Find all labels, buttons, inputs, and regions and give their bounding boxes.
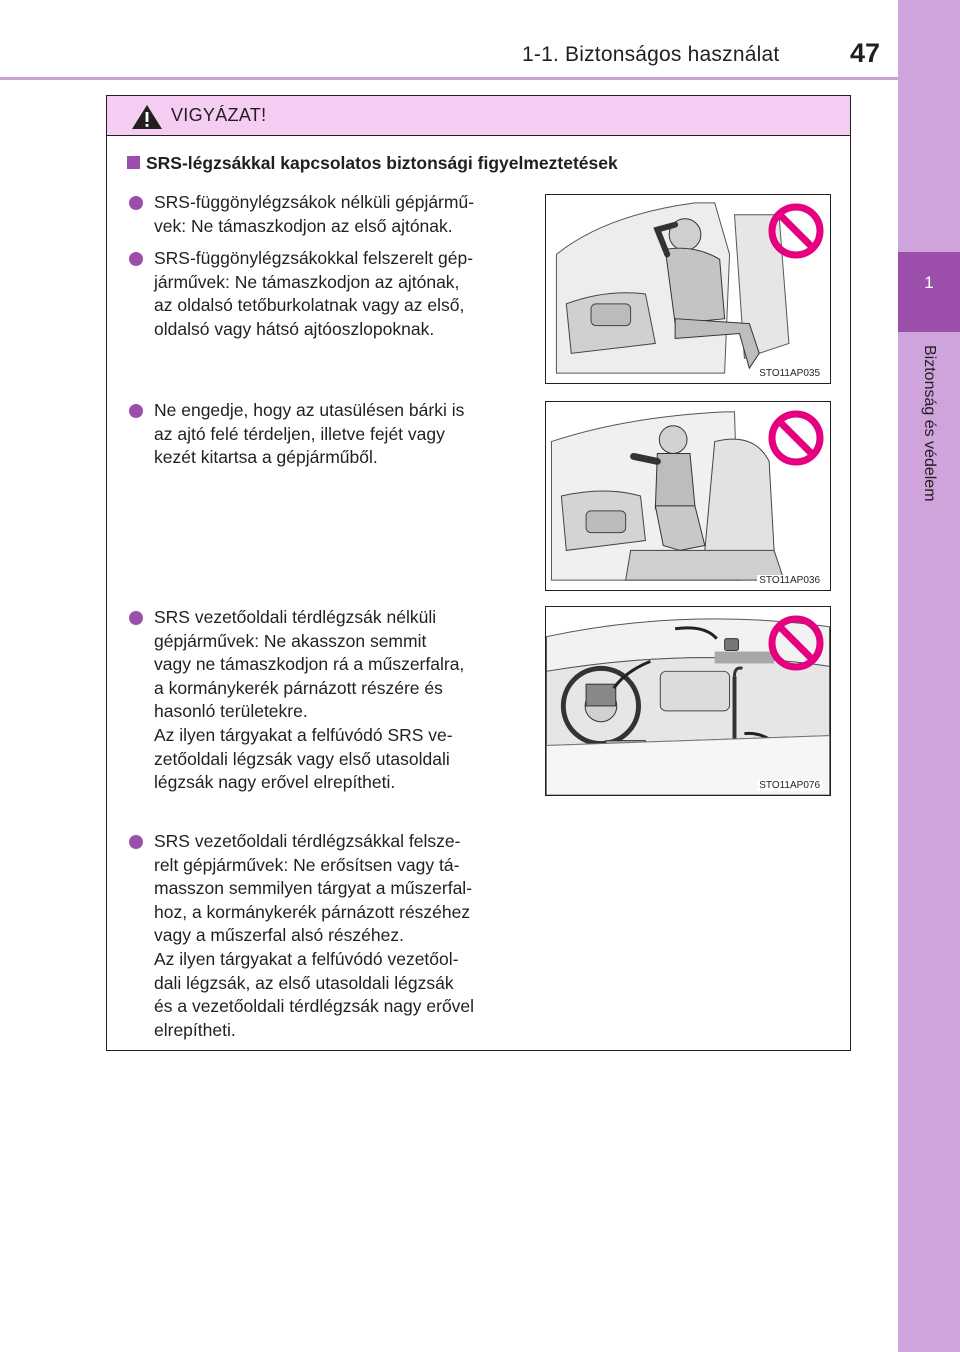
figure-code: STO11AP076	[759, 780, 820, 791]
section-heading-text: SRS-légzsákkal kapcsolatos biztonsági figyelmeztetések	[146, 153, 618, 173]
bullet-text: SRS vezetőoldali térdlégzsák nélküli gépjárművek: Ne akasszon semmit vagy ne támaszkodjon rá a műszerfalra, a kormánykerék párnázott részére és hasonló területekre. Az ilyen tárgyakat a felfúvódó SRS ve- zetőoldali légzsák vagy első utasoldali légzsák nagy erővel elrepítheti.	[154, 607, 465, 793]
bullet-item	[129, 606, 529, 795]
chapter-number: 1	[924, 273, 934, 292]
figure-code: STO11AP036	[759, 575, 820, 586]
warning-box	[106, 95, 851, 1051]
bullet-dot-icon	[129, 404, 143, 418]
section-square-icon	[127, 156, 140, 169]
bullet-dot-icon	[129, 196, 143, 210]
warning-label: VIGYÁZAT!	[171, 105, 267, 125]
bullet-text: Ne engedje, hogy az utasülésen bárki is az ajtó felé térdeljen, illetve fejét vagy kezét kitartsa a gépjárműből.	[154, 400, 465, 468]
bullet-item	[129, 399, 529, 470]
section-heading	[127, 153, 618, 174]
warning-header	[107, 96, 850, 136]
bullet-text: SRS-függönylégzsákok nélküli gépjármű- vek: Ne támaszkodjon az első ajtónak.	[154, 192, 475, 236]
figure-code: STO11AP035	[759, 368, 820, 379]
bullet-dot-icon	[129, 611, 143, 625]
prohibition-icon	[768, 615, 824, 671]
figure-dashboard-objects	[545, 606, 831, 796]
page-number: 47	[850, 38, 881, 68]
figure-kneeling-on-seat	[545, 401, 831, 591]
bullet-text: SRS-függönylégzsákokkal felszerelt gép- járművek: Ne támaszkodjon az ajtónak, az oldalsó tetőburkolatnak vagy az első, oldalsó vagy hátsó ajtóoszlopoknak.	[154, 248, 474, 339]
chapter-title: Biztonság és védelem	[921, 345, 938, 502]
prohibition-icon	[768, 410, 824, 466]
bullet-dot-icon	[129, 835, 143, 849]
chapter-side-tab	[898, 0, 960, 1352]
header-title: 1-1. Biztonságos használat	[522, 43, 780, 66]
bullet-dot-icon	[129, 252, 143, 266]
warning-triangle-icon	[131, 104, 163, 130]
bullet-item	[129, 830, 529, 1042]
bullet-text: SRS vezetőoldali térdlégzsákkal felsze- relt gépjárművek: Ne erősítsen vagy tá- masszon semmilyen tárgyat a műszerfal- hoz, a kormánykerék párnázott részéhez vagy a műszerfal alsó részéhez. Az ilyen tárgyakat a felfúvódó vezetőol- dali légzsák, az első utasoldali légzsák és a vezetőoldali térdlégzsák nagy erővel elrepítheti.	[154, 831, 475, 1040]
prohibition-icon	[768, 203, 824, 259]
figure-leaning-on-door	[545, 194, 831, 384]
bullet-item	[129, 247, 529, 341]
header-rule	[0, 77, 898, 80]
bullet-item	[129, 191, 529, 238]
